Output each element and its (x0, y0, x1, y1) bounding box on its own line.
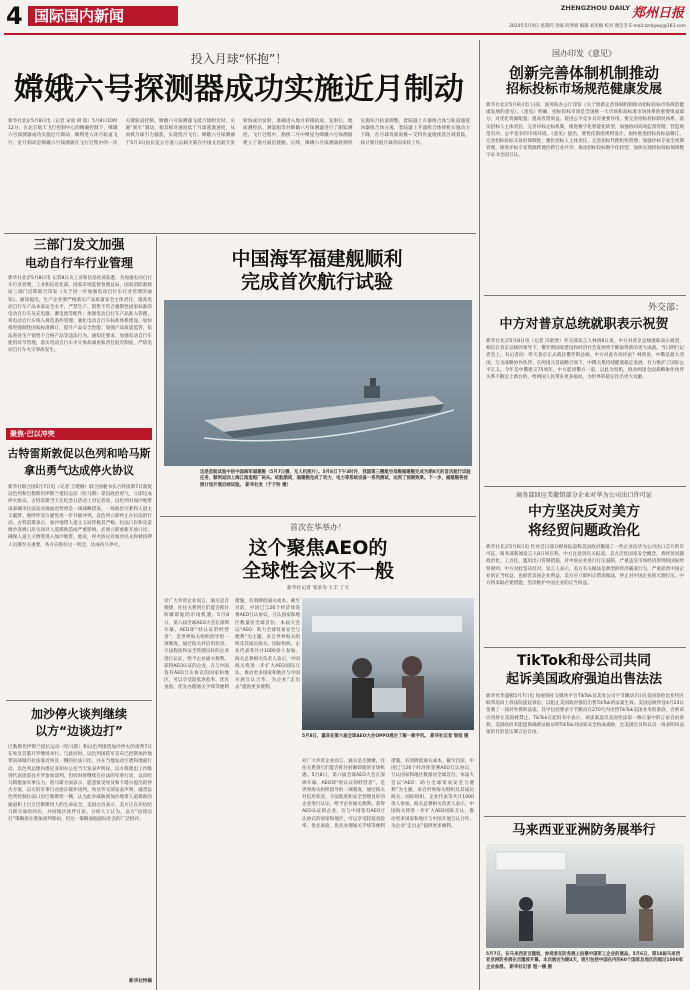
putin-body: 新华社北京5月8日电（记者 冯歆然）外交部发言人林剑8日说，中方对普京总统就职表示祝贺，相信在普京总统的领导下，俄罗斯国家建设和经济社会发展将不断取得新的更大成就。当日例行记者会上，有记者问：昨天普京正式就任俄罗斯总统。中方对此有何评论？林剑说，中俄是最大邻国，互为战略协作伙伴。在两国元首战略引领下，中俄关系持续健康稳定发展，有力维护了国际公平正义。今年是中俄建交75周年，中方愿同俄方一道，以此为契机，推动两国全面战略协作伙伴关系不断迈上新台阶，给两国人民带来更多福祉，为世界的稳定作出更大贡献。 (486, 339, 684, 381)
gaza-body: 巴勒斯坦伊斯兰抵抗运动（哈马斯）和以色列围绕加沙停火的谈判7日在埃及首都开罗继续举行。与此同时，以色列国防军宣布已控制加沙地带南部城市拉法靠近埃及一侧的拉法口岸，并在当地发动空袭和地面行动。以色列总理内塔尼亚胡办公室当天发表声明说，以方将派出工作级别代表团前往开罗参加谈判，但同时将继续在拉法的军事行动，以向哈马斯施加军事压力。哈马斯方面表示，愿意接受埃及和卡塔尔提出的停火方案，以方的军事行动意在破坏谈判。埃及外交部发表声明，谴责以色列控制拉法口岸巴勒斯坦一侧，认为此举威胁到加沙地带人道援助的通道和上百万巴勒斯坦人的生命安全。美国白宫表示，美方正在评估哈马斯方面的回应，并同地区伙伴讨论。分析人士认为，以方“边谈边打”策略意在增加谈判筹码，但这一策略面临国际社会的广泛批评。 (8, 745, 152, 823)
uschip-headline-2: 将经贸问题政治化 (528, 523, 640, 539)
putin-headline: 中方对普京总统就职表示祝贺 (499, 317, 669, 332)
ebike-headline-1: 三部门发文加强 (33, 238, 125, 253)
tiktok-headline-1: TikTok和母公司共同 (516, 653, 652, 669)
ebike-body: 新华社北京5月8日电 记者8日从工业和信息化部获悉，为加强电动自行车行业管理，工业和信息化部、国家市场监督管理总局、国家消防救援局三部门近期联合印发《关于进一步加强电动自行车行业管理的通知》。通知提出，生产企业要严格落实产品质量安全主体责任，提高电动自行车产品本质安全水平，严禁生产、销售不符合强制性国家标准的电动自行车及充电器、蓄电池等配件；加强电动自行车产品准入管理，将电动自行车纳入规范条件管理；强化电动自行车标准体系建设，加快推进强制性国家标准修订，提升产品安全性能；加强产品质量监管，依法查处生产销售不合格产品等违法行为。通知还要求，加强电动自行车使用环节管理，落实电动自行车火灾事故调查和责任追究制度，严防电动自行车火灾事故发生。 (8, 276, 152, 354)
malaysia-caption: 5月7日，在马来西亚吉隆坡，参观者在防务展上拍摄中国军工企业的展品。5月6日，第18届马来西亚亚洲防务展在吉隆坡开幕。本次展会为期4天，吸引包括中国在内的60个国家及地区的超过1000家企业参展。 新华社记者 程一楠 摄 (486, 952, 684, 970)
aeo-byline: 新华社记者 邹多为 王丰 丁天 (286, 586, 350, 591)
putin-kicker: 外交部： (647, 303, 684, 313)
gov-headline-1: 创新完善体制机制推动 (508, 64, 659, 82)
hamas-body: 新华社联合国5月7日电（记者 王建刚）联合国秘书长古特雷斯7日敦促以色列和巴勒斯坦伊斯兰抵抗运动（哈马斯）拿出政治勇气，立即达成停火协议。古特雷斯当天在纪念日活动上对记者说，以色列对加沙地带南部城市拉法发动地面攻势将是一场战略错误，一场政治灾难和人道主义噩梦。他呼吁双方避免进一步升级冲突，以色列立即停止在拉法的行动。古特雷斯表示，加沙地带人道主义局势极其严峻，拉法口岸和克雷姆沙洛姆口岸关闭对人道援助造成严重影响，必须立即重新开放口岸，确保人道主义物资进入加沙地带。他说，停火协议对加沙民众和被扣押人员都至关重要，各方应抓住这一机会，达成持久停火。 (8, 485, 152, 548)
lead-headline: 嫦娥六号探测器成功实施近月制动 (14, 72, 464, 107)
gaza-byline: 新华社特稿 (129, 979, 152, 984)
dateline: 2024年5月9日 星期四 责编 何秀娟 编辑 刘亚楠 校对 谢会非 E-mail:zzrbywy@163.com (509, 24, 686, 29)
gov-kicker: 国办印发《意见》 (552, 49, 616, 58)
gaza-headline-2: 以方“边谈边打” (35, 724, 123, 738)
section-title: 国际国内新闻 (34, 7, 125, 25)
uschip-headline-1: 中方坚决反对美方 (528, 504, 640, 520)
carrier-headline-2: 完成首次航行试验 (240, 271, 393, 293)
aircraft-carrier-image (164, 300, 472, 466)
lead-kicker: 投入月球“怀抱”！ (190, 52, 288, 66)
paper-name-en: ZHENGZHOU DAILY (560, 4, 630, 12)
tiktok-body: 新华社华盛顿5月7日电 短视频社交媒体平台TikTok及其母公司字节跳动7日向美国哥伦比亚特区联邦巡回上诉法院提起诉讼，以阻止美国政府强迫出售TikTok的法案生效。美国总统拜登4月24日签署了一项对外援助法案，其中包括要求字节跳动在270天内出售TikTok美国业务的条款，否则该应用将在美国被禁止。TikTok在起诉书中表示，该法案违反美国宪法第一修正案中的言论自由条款。美国政府未能提供确凿证据证明TikTok对国家安全构成威胁，且美国官员和议员一再表明该法案的目的是压制言论自由。 (486, 694, 684, 736)
aeo-photo-caption: 5月8日，嘉宾在第六届全球AEO大会OPPO展台了解一款手机。 新华社记者 梁旭 摄 (302, 734, 469, 739)
masthead (0, 0, 690, 34)
aeo-kicker: 首次在华举办！ (290, 523, 346, 532)
divider (479, 40, 480, 990)
hamas-headline-1: 古特雷斯敦促以色列和哈马斯 (7, 447, 151, 460)
divider (4, 233, 476, 234)
column-tag-label: 聚焦·巴以冲突 (10, 430, 55, 438)
divider (156, 236, 157, 990)
gov-headline-2: 招标投标市场规范健康发展 (505, 82, 662, 97)
aeo-body-right: 对广大外贸企业而言，通关是否便捷，往往关系到它们能否抓住转瞬即逝的市场机遇。5月8日，第六届全球AEO大会在深圳开幕。AEO即“经认证的经营者”，是世界海关组织倡导的一项制度，通过海关对信用状况、守法程度和安全管理良好的企业进行认证，给予企业通关便利。获得AEO认证的企业，在与中国签有AEO互认协议的国家和地区，可以享受较低查验率、优先查验、优先办理通关手续等便利措施，有效降低通关成本。截至目前，中国已与26个经济体签署AEO互认协议，互认国家和地区数量居全球首位。本届大会以“AEO：助力全球贸易安全与便利”为主题，来自世界海关组织及其成员海关、国际组织、企业代表等共计1000余人参加。海关总署相关负责人表示，中国海关将进一步扩大AEO国际互认，推动更多国家和地区与中国开展互认合作，为企业“走出去”提供更多便利。 (302, 759, 474, 829)
divider (6, 700, 152, 701)
hamas-headline-2: 拿出勇气达成停火协议 (24, 464, 134, 477)
uschip-body: 新华社北京5月8日电 针对近日部分媒体报道称美国政府撤销了一些企业向华为公司出口芯片的许可证，商务部新闻发言人8日回应称，中方注意到有关报道。美方泛化国家安全概念，将经贸问题政治化、工具化，滥用出口管制措施，对中国企业进行打压遏制，严重违反市场经济原则和国际经贸规则，中方对此坚决反对。发言人表示，美方有关做法是典型的经济霸凌行为，严重损害中国企业的正当权益，也损害美国企业利益。美方应立即纠正错误做法，停止对中国企业的无理打压。中方将采取必要措施，坚决维护中国企业的正当权益。 (486, 545, 684, 587)
header-rule (4, 33, 686, 35)
divider (160, 516, 476, 517)
aeo-photo (302, 598, 474, 730)
defence-expo-image (486, 844, 684, 948)
carrier-caption: 这是首航试验中的中国海军福建舰（5月7日摄，无人机照片）。5月8日下午3时许，我国第三艘航空母舰福建舰完成为期8天的首次航行试验任务，顺利返回上海江南造船厂码头。试航期间，福建舰完成了动力、电力等系统设备一系列测试，达到了预期效果。下一步，福建舰将按照计划开展后续试验。 新华社发（于子铃 摄） (200, 470, 471, 488)
aeo-headline-1: 这个聚焦AEO的 (248, 537, 388, 559)
gov-body: 新华社北京5月8日电 日前，国务院办公厅印发《关于创新完善体制机制推动招标投标市场规范健康发展的意见》。《意见》明确，招标投标市场是全国统一大市场和高标准市场体系的重要组成部分，对优化资源配置、提高投资效益、促进公平竞争具有重要作用。要完善招标投标制度体系，落实招标人主体责任，完善评标定标机制，推进数字化智能化转型，加强协同高效监督管理，营造规范有序、公平竞争的市场环境。《意见》提出，要优化制度规则设计，加快推进招标投标法修订，完善招标投标交易担保制度；强化招标人主体责任，完善招标代理机构管理；加强评标专家全周期管理，推进评标专家资源跨地区跨行业共享；推动招标投标数字化转型，加快实现招标投标领域数字证书全国互认。 (486, 103, 684, 159)
aeo-body-left: 对广大外贸企业而言，通关是否便捷，往往关系到它们能否抓住转瞬即逝的市场机遇。5月8日，第六届全球AEO大会在深圳开幕。AEO即“经认证的经营者”，是世界海关组织倡导的一项制度，通过海关对信用状况、守法程度和安全管理良好的企业进行认证，给予企业通关便利。获得AEO认证的企业，在与中国签有AEO互认协议的国家和地区，可以享受较低查验率、优先查验、优先办理通关手续等便利措施，有效降低通关成本。截至目前，中国已与26个经济体签署AEO互认协议，互认国家和地区数量居全球首位。本届大会以“AEO：助力全球贸易安全与便利”为主题，来自世界海关组织及其成员海关、国际组织、企业代表等共计1000余人参加。海关总署相关负责人表示，中国海关将进一步扩大AEO国际互认，推动更多国家和地区与中国开展互认合作，为企业“走出去”提供更多便利。 (164, 599, 300, 691)
carrier-headline-1: 中国海军福建舰顺利 (231, 248, 403, 270)
gaza-headline-1: 加沙停火谈判继续 (30, 707, 127, 721)
malaysia-photo (486, 844, 684, 948)
ebike-headline-2: 电动自行车行业管理 (24, 256, 133, 270)
aeo-headline-2: 全球性会议不一般 (241, 560, 394, 582)
divider (484, 647, 686, 648)
uschip-kicker: 商务部回应美撤销部分企业对华为公司出口许可证 (515, 492, 653, 499)
malaysia-headline: 马来西亚亚洲防务展举行 (512, 823, 656, 838)
divider (484, 486, 686, 487)
paper-logo: 郑州日报 (632, 6, 685, 21)
lead-body: 新华社北京5月8日电（记者 宋晨 胡 喆）5月8日10时12分，在北京航天飞行控制中心的精确控制下，嫦娥六号探测器成功实施近月制动，顺利进入环月轨道飞行。近月制动是嫦娥六号探测器在飞行过程中的一次关键轨道控制。嫦娥六号探测器飞抵月球附近时，实施“刹车”制动，使其相对速度低于月球逃逸速度，从而被月球引力捕获，实现绕月飞行。嫦娥六号探测器于5月3日由长征五号遥八运载火箭在中国文昌航天发射场成功发射，准确进入地月转移轨道。发射后，地面测控站、测量船等对嫦娥六号探测器进行了跟踪测控。飞行过程中，鹊桥二号中继星为嫦娥六号探测器建立了地月通信链路。后续，嫦娥六号探测器将择机实施环月轨道调整，着陆器上升器组合体与轨道器返回器组合体分离，着陆器上升器组合体择机实施动力下降，在月球背面南极—艾特肯盆地预选区域着陆，按计划开展月球背面采样工作。 (8, 119, 470, 146)
divider (484, 816, 686, 817)
page-number: 4 (6, 2, 23, 30)
divider (484, 295, 686, 296)
carrier-photo (164, 300, 472, 466)
tiktok-headline-2: 起诉美国政府强迫出售法法 (505, 672, 662, 687)
expo-booth-image (302, 598, 474, 730)
